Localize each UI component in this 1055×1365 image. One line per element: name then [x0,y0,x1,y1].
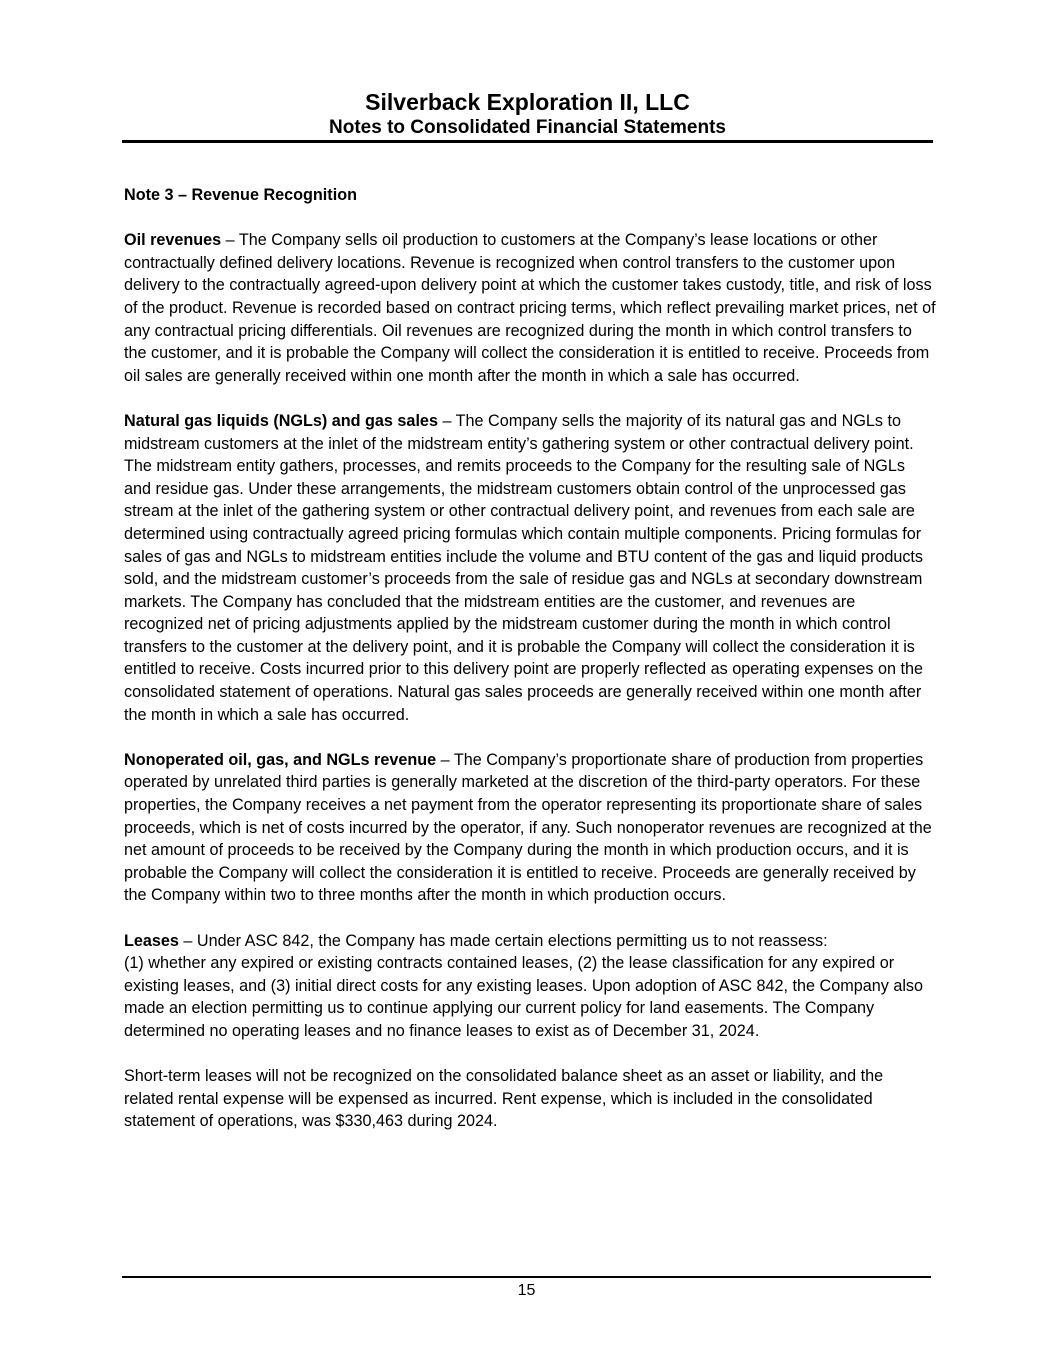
leases-text-intro: – Under ASC 842, the Company has made certain elections permitting us to not reassess: [178,931,828,950]
nonoperated-revenue-paragraph [124,749,936,907]
oil-revenues-paragraph [124,229,936,387]
leases-paragraph [124,930,936,1043]
page-number: 15 [517,1282,536,1299]
ngl-gas-sales-text: – The Company sells the majority of its natural gas and NGLs to midstream customers at the inlet of the midstream entity’s gathering system or other contractual delivery point. The midstream entity gathers, processes, and remits proceeds to the Company for the resulting sale of NGLs and residue gas. Under these arrangements, the midstream customers obtain control of the unprocessed gas stream at the inlet of the gathering system or other contractual delivery point, and revenues from each sale are determined using contractually agreed pricing formulas which contain multiple components. Pricing formulas for sales of gas and NGLs to midstream entities include the volume and BTU content of the gas and liquid products sold, and the midstream customer’s proceeds from the sale of residue gas and NGLs at secondary downstream markets. The Company has concluded that the midstream entities are the customer, and revenues are recognized net of pricing adjustments applied by the midstream customer during the month in which control transfers to the customer at the delivery point, and it is probable the Company will collect the consideration it is entitled to receive. Costs incurred prior to this delivery point are properly reflected as operating expenses on the consolidated statement of operations. Natural gas sales proceeds are generally received within one month after the month in which a sale has occurred. [124,411,924,724]
ngl-gas-sales-lead: Natural gas liquids (NGLs) and gas sales [124,411,438,430]
footer-divider [122,1276,931,1278]
note-heading: Note 3 – Revenue Recognition [124,186,357,204]
leases-text-detail: (1) whether any expired or existing contracts contained leases, (2) the lease classification for any expired or existing leases, and (3) initial direct costs for any existing leases. Upon adoption of ASC 842, the Company also made an election permitting us to continue applying our current policy for land easements. The Company determined no operating leases and no finance leases to exist as of December 31, 2024. [124,954,924,1040]
oil-revenues-lead: Oil revenues [124,231,222,250]
nonoperated-revenue-lead: Nonoperated oil, gas, and NGLs revenue [124,750,437,769]
leases-lead: Leases [124,931,179,950]
short-term-leases-paragraph: Short-term leases will not be recognized on the consolidated balance sheet as an asset or liability, and the related rental expense will be expensed as incurred. Rent expense, which is included in the consolidated statement of operations, was $330,463 during 2024. [124,1067,884,1131]
page-header [122,88,933,140]
nonoperated-revenue-text: – The Company’s proportionate share of production from properties operated by unrelated third parties is generally marketed at the discretion of the third-party operators. For these properties, the Company receives a net payment from the operator representing its proportionate share of sales proceeds, which is net of costs incurred by the operator, if any. Such nonoperator revenues are recognized at the net amount of proceeds to be received by the Company during the month in which production occurs, and it is probable the Company will collect the consideration it is entitled to receive. Proceeds are generally received by the Company within two to three months after the month in which production occurs. [124,750,932,905]
note-body [124,184,936,1156]
oil-revenues-text: – The Company sells oil production to customers at the Company’s lease locations or other contractually defined delivery locations. Revenue is recognized when control transfers to the customer upon delivery to the contractually agreed-upon delivery point at which the customer takes custody, title, and risk of loss of the product. Revenue is recorded based on contract pricing terms, which reflect prevailing market prices, net of any contractual pricing differentials. Oil revenues are recognized during the month in which control transfers to the customer, and it is probable the Company will collect the consideration it is entitled to receive. Proceeds from oil sales are generally received within one month after the month in which a sale has occurred. [124,231,936,385]
header-divider [122,140,933,143]
statement-title: Notes to Consolidated Financial Statements [329,117,726,138]
company-name: Silverback Exploration II, LLC [365,89,690,115]
ngl-gas-sales-paragraph [124,410,936,726]
